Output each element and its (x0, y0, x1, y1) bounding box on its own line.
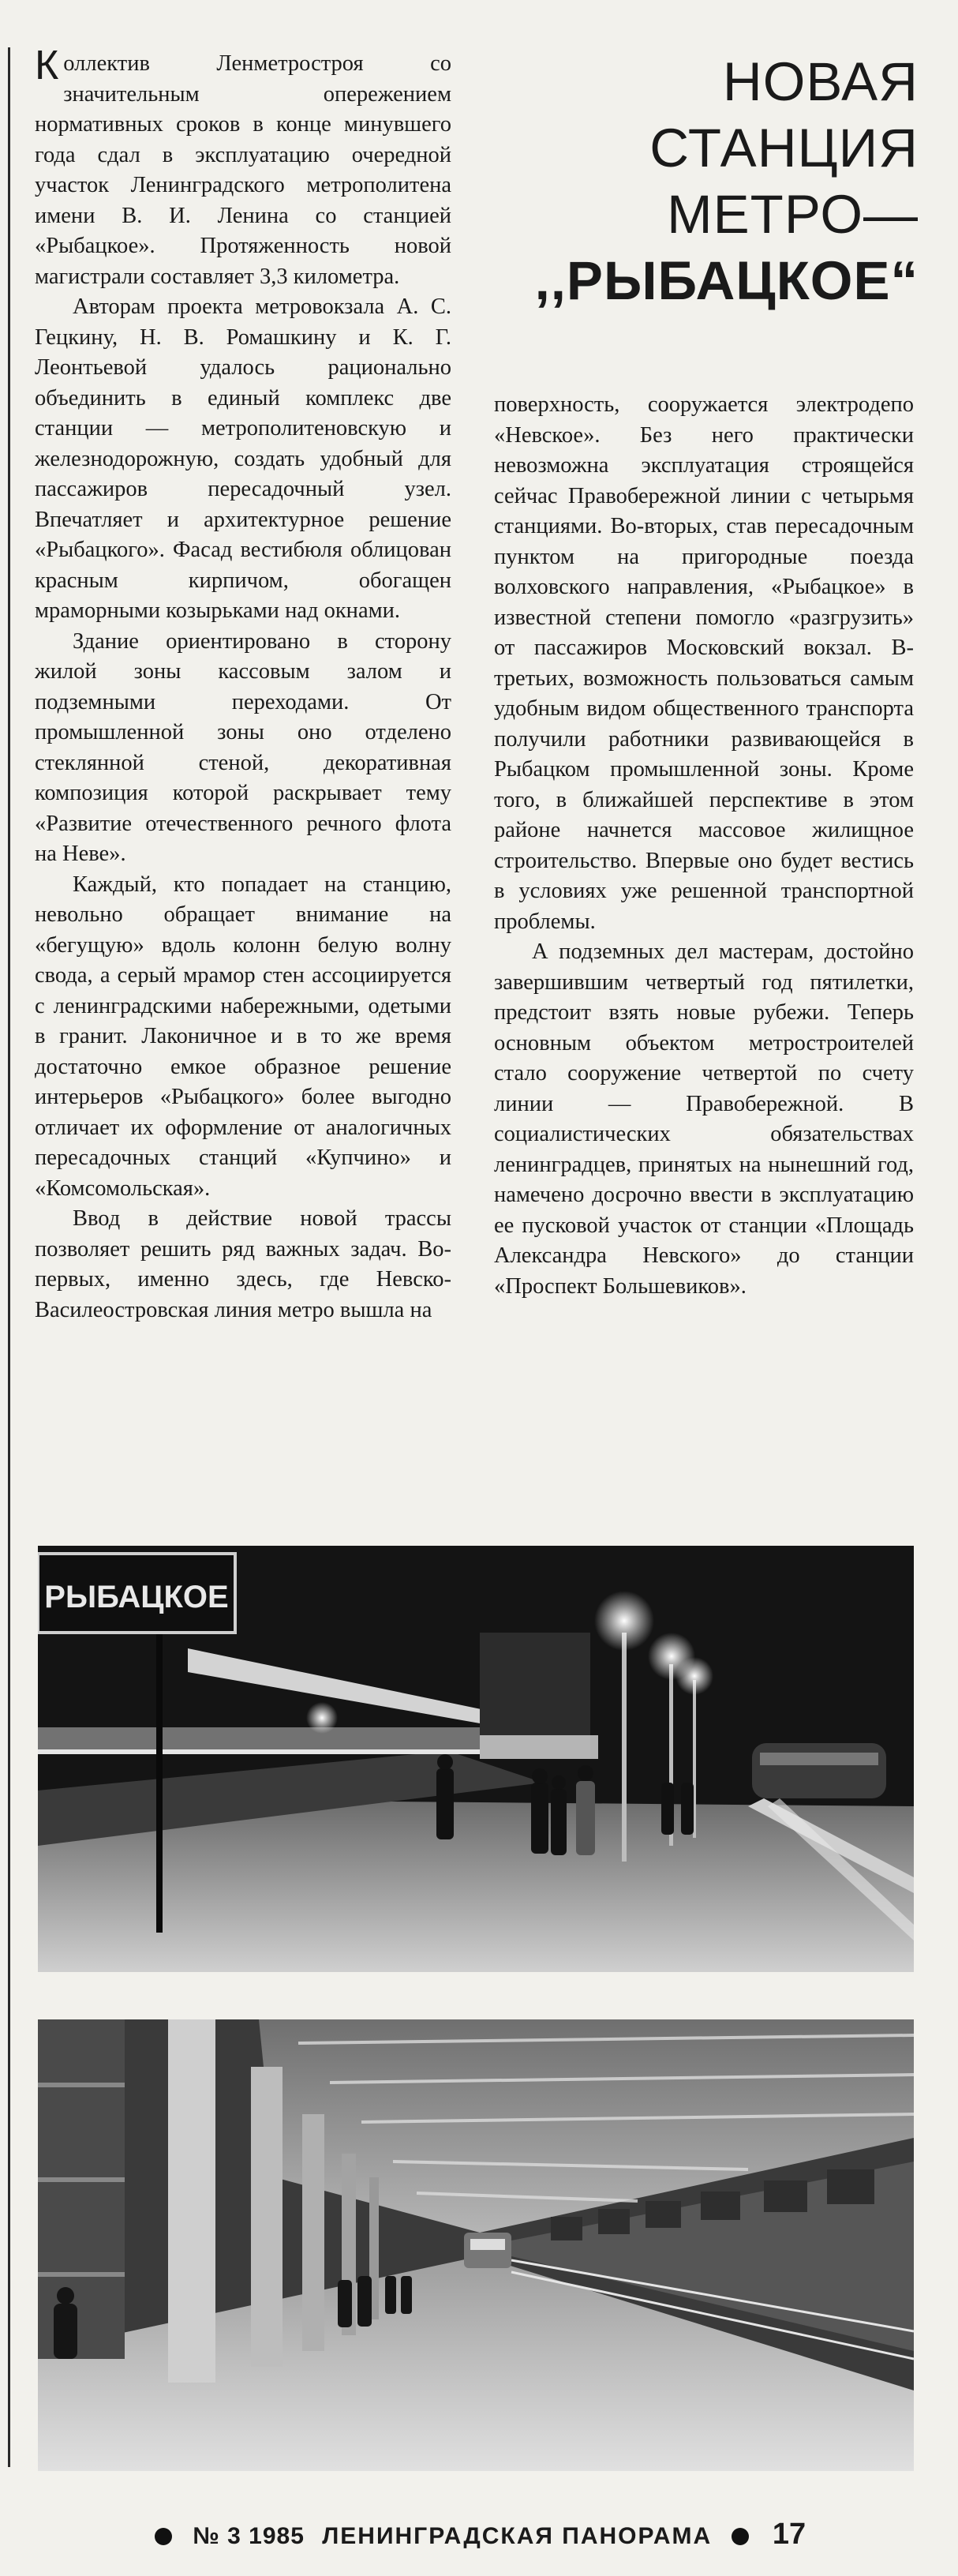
paragraph-5-continued: поверхность, сооружается электродепо «Невское». Без него практически невозможна эксплуатация строящейся сейчас Правобережной линии с четырьмя станциями. Во-вторых, став пересадочным пунктом на пригородные поезда волховского направления, «Рыбацкое» в известной степени помогло «разгрузить» от пассажиров Московский вокзал. В-третьих, возможность пользоваться самым удобным видом общественного транспорта получили работники развивающейся в Рыбацком промышленной зоны. Кроме того, в ближайшей перспективе в этом районе начнется массовое жилищное строительство. Впервые оно будет вестись в условиях уже решенной транспортной проблемы. (494, 392, 914, 934)
photo-station-interior (38, 2019, 914, 2471)
headline (508, 49, 919, 314)
photo-night-platform (38, 1546, 914, 1972)
issue-number: № 3 1985 (193, 2523, 305, 2549)
page-number: 17 (772, 2518, 806, 2551)
text-column-right (494, 390, 914, 1302)
paragraph-1-text: оллектив Ленметростроя со значительным опережением нормативных сроков в конце минувшего года сдал в эксплуатацию очередной участок Ленинградского метрополитена имени В. И. Ленина со станцией «Рыбацкое». Протяженность новой магистрали составляет 3,3 километра. (35, 51, 451, 289)
paragraph-5: Ввод в действие новой трассы позволяет решить ряд важных задач. Во-первых, именно здесь, где Невско-Василеостровская линия метро вышла на (35, 1206, 451, 1322)
paragraph-4: Каждый, кто попадает на станцию, невольно обращает внимание на «бегущую» вдоль колонн белую волну свода, а серый мрамор стен ассоциируется с ленинградскими набережными, одетыми в гранит. Лаконичное и в то же время достаточно емкое образное решение интерьеров «Рыбацкого» более выгодно отличает их оформление от аналогичных пересадочных станций «Купчино» и «Комсомольская». (35, 872, 451, 1201)
paragraph-1 (35, 43, 451, 292)
page-footer (155, 2518, 920, 2550)
bullet-icon (155, 2528, 172, 2545)
text-column-left (35, 43, 451, 1325)
headline-line-2: СТАНЦИЯ (649, 118, 919, 178)
station-sign-text: РЫБАЦКОЕ (44, 1580, 229, 1614)
headline-line-1: НОВАЯ (722, 51, 919, 112)
headline-line-3: МЕТРО— (667, 184, 919, 245)
paragraph-2: Авторам проекта метровокзала А. С. Гецкину, Н. В. Ромашкину и К. Г. Леонтьевой удалось рационально объединить в единый комплекс две станции — метрополитеновскую и железнодорожную, создать удобный для пассажиров пересадочный узел. Впечатляет и архитектурное решение «Рыбацкого». Фасад вестибюля облицован красным кирпичом, обогащен мраморными козырьками над окнами. (35, 294, 451, 623)
paragraph-6: А подземных дел мастерам, достойно завершившим четвертый год пятилетки, предстоит взять новые рубежи. Теперь основным объектом метростроителей стало сооружение четвертой по счету линии — Правобережной. В социалистических обязательствах ленинградцев, принятых на нынешний год, намечено досрочно ввести в эксплуатацию ее пусковой участок от станции «Площадь Александра Невского» до станции «Проспект Большевиков». (494, 939, 914, 1299)
dropcap: К (35, 43, 59, 88)
night-platform-illustration (38, 1546, 914, 1972)
headline-line-4: ,,РЫБАЦКОЕ“ (534, 250, 919, 311)
station-interior-illustration (38, 2019, 914, 2471)
bullet-icon (732, 2528, 749, 2545)
paragraph-3: Здание ориентировано в сторону жилой зоны кассовым залом и подземными переходами. От промышленной зоны оно отделено стеклянной стеной, декоративная композиция которой раскрывает тему «Развитие отечественного речного флота на Неве». (35, 628, 451, 866)
magazine-name: ЛЕНИНГРАДСКАЯ ПАНОРАМА (322, 2523, 713, 2549)
column-rule (8, 47, 10, 2467)
